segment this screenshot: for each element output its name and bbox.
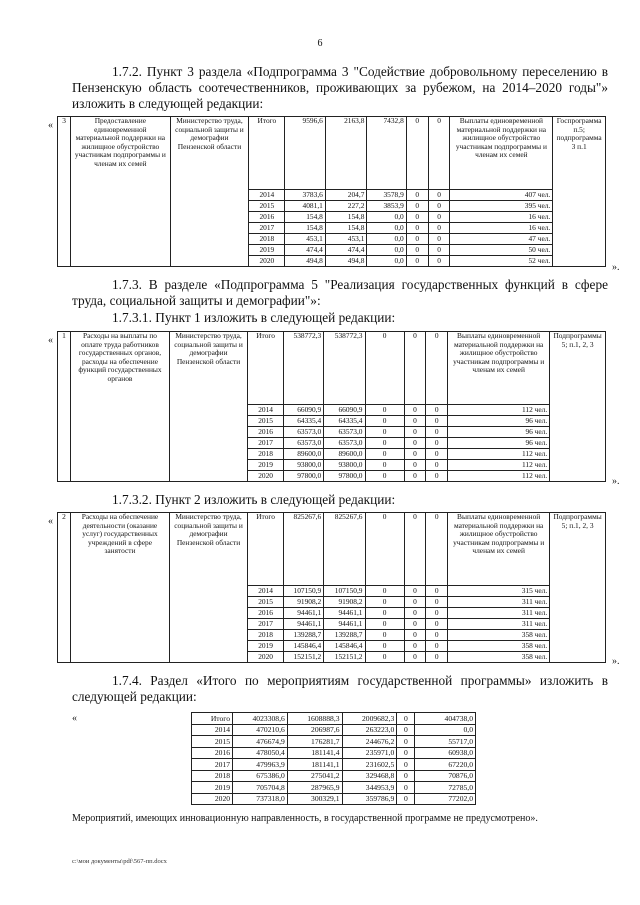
table-cell: 154,8 [325, 212, 367, 223]
table3-name: Расходы на обеспечение деятельности (оказание услуг) государственных учреждений в сфере занятости [71, 513, 170, 663]
table1-total-1: 2163,8 [325, 117, 367, 190]
table-cell: 476674,9 [233, 736, 288, 748]
table-cell: 2019 [192, 782, 233, 794]
table-cell: 2020 [248, 652, 284, 663]
table-cell: 0 [404, 641, 426, 652]
section-1-7-2-text: 1.7.2. Пункт 3 раздела «Подпрограмма 3 "Содействие добровольному переселению в Пензенскую область соотечественников, проживающих за рубежом, на 2014–2020 годы"» изложить в следующей редакции: [72, 64, 608, 111]
table-cell: 358 чел. [448, 630, 550, 641]
table-cell: 2015 [248, 597, 284, 608]
table-cell: 0 [397, 759, 415, 771]
table-cell: 2017 [192, 759, 233, 771]
table-cell: 2017 [248, 619, 284, 630]
table-cell: 4023308,6 [233, 713, 288, 725]
table-cell: 705704,8 [233, 782, 288, 794]
table-cell: 329468,8 [342, 770, 397, 782]
table-cell: 494,8 [285, 256, 325, 267]
table-cell: 2016 [248, 608, 284, 619]
table-cell: 0 [404, 405, 426, 416]
table1-result: Выплаты единовременной материальной поддержки на жилищное обустройство участникам подпрограммы и членам их семей [450, 117, 553, 190]
open-quote-1: « [48, 120, 53, 131]
table-cell: 0 [365, 405, 404, 416]
table-cell: 94461,1 [284, 619, 324, 630]
table-cell: 0 [426, 597, 448, 608]
table-cell: 2014 [248, 586, 284, 597]
close-quote-3: ». [612, 656, 620, 667]
table-subprogram-5-item-2 [57, 512, 606, 663]
table-cell: 494,8 [325, 256, 367, 267]
table-cell: 91908,2 [324, 597, 365, 608]
table3-total-2: 0 [365, 513, 404, 586]
table-cell: 2019 [248, 641, 284, 652]
page-number: 6 [317, 38, 323, 49]
table-cell: 470210,6 [233, 724, 288, 736]
table-cell: 0 [404, 416, 426, 427]
close-quote-2: ». [612, 476, 620, 487]
table-subprogram-3 [57, 116, 606, 267]
table-cell: 0 [404, 471, 426, 482]
table-cell: 244676,2 [342, 736, 397, 748]
table-cell: 0 [426, 619, 448, 630]
table-cell: 0 [426, 438, 448, 449]
table-cell: 0 [397, 770, 415, 782]
table-cell: 3853,9 [367, 201, 406, 212]
open-quote-2: « [48, 335, 53, 346]
table-cell: 64335,4 [324, 416, 365, 427]
table-cell: 0,0 [367, 223, 406, 234]
table-cell: 96 чел. [448, 416, 550, 427]
table-cell: 2020 [192, 793, 233, 805]
table-program-totals [191, 712, 476, 805]
table-cell: 181141,4 [287, 747, 342, 759]
table-cell: 0 [397, 736, 415, 748]
table-cell: 66090,9 [324, 405, 365, 416]
table-cell: 404738,0 [415, 713, 476, 725]
table-cell: 47 чел. [450, 234, 553, 245]
table-cell: 94461,1 [324, 608, 365, 619]
table3-total-0: 825267,6 [284, 513, 324, 586]
table-cell: 2015 [192, 736, 233, 748]
table-cell: 737318,0 [233, 793, 288, 805]
table-cell: 97800,0 [324, 471, 365, 482]
table-cell: 2017 [249, 223, 285, 234]
table-cell: 3578,9 [367, 190, 406, 201]
table-cell: 0 [428, 245, 450, 256]
table-cell: 107150,9 [284, 586, 324, 597]
table1-name: Предоставление единовременной материальной поддержки на жилищное обустройство участникам подпрограммы и членам их семей [71, 117, 171, 267]
close-quote-1: ». [612, 262, 620, 273]
table-cell: 2020 [248, 471, 284, 482]
table-cell: 0 [365, 449, 404, 460]
table1-executor: Министерство труда, социальной защиты и демографии Пензенской области [170, 117, 249, 267]
table-cell: 0 [428, 190, 450, 201]
table1-total-2: 7432,8 [367, 117, 406, 190]
table-cell: 154,8 [285, 212, 325, 223]
table-cell: 311 чел. [448, 619, 550, 630]
table-cell: 96 чел. [448, 427, 550, 438]
table-cell: Итого [192, 713, 233, 725]
table-cell: 275041,2 [287, 770, 342, 782]
table-cell: 0 [365, 416, 404, 427]
table-cell: 89600,0 [324, 449, 365, 460]
table-cell: 63573,0 [324, 427, 365, 438]
table-cell: 0 [426, 586, 448, 597]
table-cell: 0 [365, 471, 404, 482]
table-cell: 453,1 [325, 234, 367, 245]
table3-result: Выплаты единовременной материальной поддержки на жилищное обустройство участникам подпрограммы и членам их семей [448, 513, 550, 586]
table-cell: 478050,4 [233, 747, 288, 759]
table-cell: 94461,1 [284, 608, 324, 619]
table-cell: 3783,6 [285, 190, 325, 201]
table-cell: 0 [397, 782, 415, 794]
table-cell: 0 [397, 747, 415, 759]
table-cell: 0 [365, 619, 404, 630]
table-cell: 474,4 [325, 245, 367, 256]
table-cell: 97800,0 [284, 471, 324, 482]
table-cell: 0 [404, 586, 426, 597]
table-cell: 112 чел. [448, 405, 550, 416]
table2-total-0: 538772,3 [284, 332, 324, 405]
table-subprogram-5-item-1 [57, 331, 606, 482]
table-cell: 474,4 [285, 245, 325, 256]
table-cell: 0,0 [367, 212, 406, 223]
table-cell: 16 чел. [450, 223, 553, 234]
table-cell: 145846,4 [324, 641, 365, 652]
table-cell: 0 [406, 223, 428, 234]
table-cell: 358 чел. [448, 641, 550, 652]
table-cell: 152151,2 [324, 652, 365, 663]
section-1-7-3-1-text: 1.7.3.1. Пункт 1 изложить в следующей редакции: [112, 310, 396, 325]
table-cell: 139288,7 [324, 630, 365, 641]
table-cell: 66090,9 [284, 405, 324, 416]
table-cell: 0 [426, 405, 448, 416]
table-cell: 112 чел. [448, 460, 550, 471]
table-cell: 1608888,3 [287, 713, 342, 725]
table3-total-label: Итого [248, 513, 284, 586]
table-cell: 0 [406, 201, 428, 212]
table-cell: 67220,0 [415, 759, 476, 771]
table2-total-3: 0 [404, 332, 426, 405]
table3-total-3: 0 [404, 513, 426, 586]
table-cell: 154,8 [285, 223, 325, 234]
table-cell: 50 чел. [450, 245, 553, 256]
table-cell: 0 [404, 438, 426, 449]
table-cell: 94461,1 [324, 619, 365, 630]
table-cell: 60938,0 [415, 747, 476, 759]
table-cell: 0 [428, 256, 450, 267]
table-cell: 0 [365, 460, 404, 471]
table-cell: 311 чел. [448, 608, 550, 619]
table-cell: 89600,0 [284, 449, 324, 460]
table2-executor: Министерство труда, социальной защиты и демографии Пензенской области [169, 332, 247, 482]
table-cell: 0 [406, 190, 428, 201]
table-cell: 0 [404, 608, 426, 619]
table-cell: 206987,6 [287, 724, 342, 736]
table-cell: 93800,0 [324, 460, 365, 471]
table-cell: 145846,4 [284, 641, 324, 652]
open-quote-4: « [72, 713, 77, 724]
table-cell: 63573,0 [284, 427, 324, 438]
table-cell: 0,0 [367, 256, 406, 267]
table-cell: 72785,0 [415, 782, 476, 794]
table-cell: 0 [404, 449, 426, 460]
table1-total-3: 0 [406, 117, 428, 190]
table1-total-4: 0 [428, 117, 450, 190]
table-cell: 2019 [248, 460, 284, 471]
table-cell: 0 [426, 608, 448, 619]
table-cell: 96 чел. [448, 438, 550, 449]
table-cell: 154,8 [325, 223, 367, 234]
table-cell: 0 [365, 427, 404, 438]
table-cell: 0 [404, 619, 426, 630]
table-cell: 2016 [248, 427, 284, 438]
table-cell: 453,1 [285, 234, 325, 245]
table-cell: 0 [406, 234, 428, 245]
table-cell: 176281,7 [287, 736, 342, 748]
table-cell: 91908,2 [284, 597, 324, 608]
table-cell: 2018 [192, 770, 233, 782]
table-cell: 63573,0 [324, 438, 365, 449]
table-cell: 0 [426, 630, 448, 641]
footer-file-path: c:\мои документы\pdf\567-пп.docx [72, 858, 167, 865]
table-cell: 112 чел. [448, 471, 550, 482]
table-cell: 0 [426, 449, 448, 460]
table2-total-2: 0 [365, 332, 404, 405]
section-1-7-4-text: 1.7.4. Раздел «Итого по мероприятиям государственной программы» изложить в следующей редакции: [72, 673, 608, 704]
table-cell: 0 [406, 245, 428, 256]
table-cell: 227,2 [325, 201, 367, 212]
table-cell: 52 чел. [450, 256, 553, 267]
table-cell: 0 [365, 597, 404, 608]
table-cell: 2017 [248, 438, 284, 449]
table-cell: 359786,9 [342, 793, 397, 805]
table-cell: 0 [397, 724, 415, 736]
table-cell: 0 [404, 427, 426, 438]
table-cell: 2015 [249, 201, 285, 212]
table-cell: 2018 [248, 449, 284, 460]
table2-result: Выплаты единовременной материальной поддержки на жилищное обустройство участникам подпрограммы и членам их семей [448, 332, 550, 405]
table-cell: 0 [428, 201, 450, 212]
table-cell: 2018 [249, 234, 285, 245]
table-cell: 300329,1 [287, 793, 342, 805]
table-cell: 0 [406, 212, 428, 223]
table-cell: 0 [428, 212, 450, 223]
table-cell: 55717,0 [415, 736, 476, 748]
open-quote-3: « [48, 516, 53, 527]
table-cell: 0 [426, 427, 448, 438]
table3-total-1: 825267,6 [324, 513, 365, 586]
table-cell: 63573,0 [284, 438, 324, 449]
table-cell: 2015 [248, 416, 284, 427]
table-cell: 2016 [192, 747, 233, 759]
table-cell: 70876,0 [415, 770, 476, 782]
table-cell: 0,0 [415, 724, 476, 736]
table-cell: 407 чел. [450, 190, 553, 201]
table-cell: 0 [426, 416, 448, 427]
table-cell: 0 [365, 586, 404, 597]
table-cell: 0 [404, 460, 426, 471]
table-cell: 0 [426, 460, 448, 471]
table-cell: 675386,0 [233, 770, 288, 782]
table2-num: 1 [58, 332, 71, 482]
table-cell: 2019 [249, 245, 285, 256]
table-cell: 287965,9 [287, 782, 342, 794]
table-cell: 2009682,3 [342, 713, 397, 725]
table-cell: 0 [426, 652, 448, 663]
table-cell: 0 [365, 630, 404, 641]
table-cell: 0 [428, 234, 450, 245]
table-cell: 0 [404, 652, 426, 663]
table2-name: Расходы на выплаты по оплате труда работников государственных органов, расходы на обеспечение функций государственных органов [71, 332, 170, 482]
table-cell: 315 чел. [448, 586, 550, 597]
table-cell: 0 [404, 597, 426, 608]
section-1-7-3-2-text: 1.7.3.2. Пункт 2 изложить в следующей редакции: [112, 492, 396, 507]
table-cell: 311 чел. [448, 597, 550, 608]
table3-executor: Министерство труда, социальной защиты и демографии Пензенской области [169, 513, 247, 663]
table-cell: 16 чел. [450, 212, 553, 223]
table-cell: 204,7 [325, 190, 367, 201]
table3-link: Подпрограммы 5; п.1, 2, 3 [550, 513, 606, 663]
table-cell: 0 [404, 630, 426, 641]
table1-total-0: 9596,6 [285, 117, 325, 190]
table-cell: 0 [426, 471, 448, 482]
table-cell: 344953,9 [342, 782, 397, 794]
table-cell: 0 [365, 641, 404, 652]
table-cell: 4081,1 [285, 201, 325, 212]
table-cell: 112 чел. [448, 449, 550, 460]
table1-link: Госпрограмма п.5; подпрограмма 3 п.1 [553, 117, 606, 267]
table-cell: 0,0 [367, 234, 406, 245]
table-cell: 152151,2 [284, 652, 324, 663]
table-cell: 77202,0 [415, 793, 476, 805]
table-cell: 0,0 [367, 245, 406, 256]
table-cell: 235971,0 [342, 747, 397, 759]
table-cell: 0 [397, 793, 415, 805]
section-1-7-3-text: 1.7.3. В разделе «Подпрограмма 5 "Реализация государственных функций в сфере труда, социальной защиты и демографии"»: [72, 277, 608, 308]
table-cell: 231602,5 [342, 759, 397, 771]
table-cell: 0 [426, 641, 448, 652]
table2-total-1: 538772,3 [324, 332, 365, 405]
table-cell: 395 чел. [450, 201, 553, 212]
table-cell: 93800,0 [284, 460, 324, 471]
table-cell: 0 [397, 713, 415, 725]
closing-note: Мероприятий, имеющих инновационную направленность, в государственной программе не предусмотрено». [72, 813, 538, 824]
table-cell: 107150,9 [324, 586, 365, 597]
table-cell: 2018 [248, 630, 284, 641]
table-cell: 0 [428, 223, 450, 234]
table3-total-4: 0 [426, 513, 448, 586]
table-cell: 2014 [248, 405, 284, 416]
table-cell: 64335,4 [284, 416, 324, 427]
table-cell: 0 [406, 256, 428, 267]
table1-num: 3 [58, 117, 71, 267]
table-cell: 479963,9 [233, 759, 288, 771]
table-cell: 0 [365, 652, 404, 663]
table-cell: 358 чел. [448, 652, 550, 663]
table2-total-4: 0 [426, 332, 448, 405]
table-cell: 181141,1 [287, 759, 342, 771]
table-cell: 2014 [192, 724, 233, 736]
table-cell: 2020 [249, 256, 285, 267]
table3-num: 2 [58, 513, 71, 663]
table-cell: 0 [365, 608, 404, 619]
table-cell: 0 [365, 438, 404, 449]
table2-total-label: Итого [248, 332, 284, 405]
table-cell: 2014 [249, 190, 285, 201]
table-cell: 263223,0 [342, 724, 397, 736]
table2-link: Подпрограммы 5; п.1, 2, 3 [550, 332, 606, 482]
table-cell: 2016 [249, 212, 285, 223]
table1-total-label: Итого [249, 117, 285, 190]
table-cell: 139288,7 [284, 630, 324, 641]
